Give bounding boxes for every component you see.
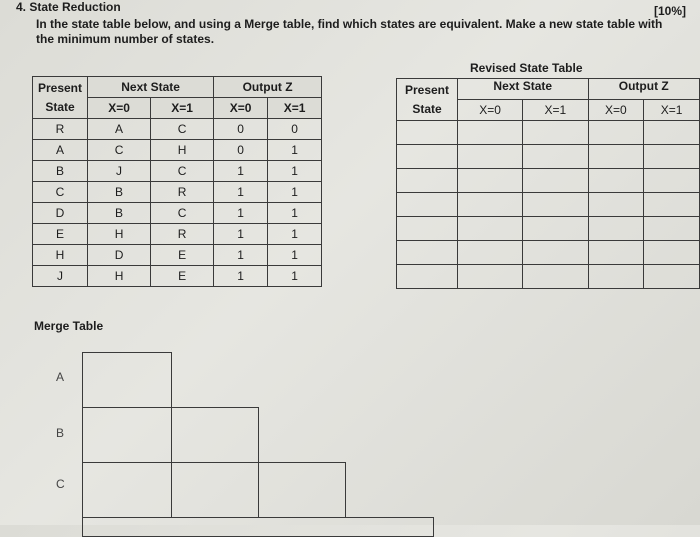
empty-cell[interactable] (523, 145, 588, 169)
cell-z0: 1 (214, 245, 268, 266)
ns-x0-header: X=0 (88, 98, 151, 119)
cell-z1: 1 (268, 266, 322, 287)
cell-ns0: J (88, 161, 151, 182)
cell-state: A (33, 140, 88, 161)
cell-z1: 1 (268, 161, 322, 182)
cell-z0: 0 (214, 119, 268, 140)
cell-z0: 1 (214, 266, 268, 287)
question-instructions: In the state table below, and using a Merge table, find which states are equivalent. Make a new state table with the minimum number of states. (36, 17, 663, 46)
cell-ns0: A (88, 119, 151, 140)
revised-next-state-header: Next State (458, 79, 589, 100)
cell-state: B (33, 161, 88, 182)
ns-x1-header: X=1 (151, 98, 214, 119)
cell-ns1: C (151, 161, 214, 182)
table-row (33, 140, 322, 161)
cell-z1: 0 (268, 119, 322, 140)
empty-cell[interactable] (397, 169, 458, 193)
empty-cell[interactable] (523, 169, 588, 193)
empty-cell[interactable] (644, 121, 700, 145)
cell-z1: 1 (268, 224, 322, 245)
table-row (33, 224, 322, 245)
cell-state: H (33, 245, 88, 266)
merge-cell[interactable] (82, 352, 172, 408)
empty-cell[interactable] (397, 241, 458, 265)
cell-ns0: B (88, 182, 151, 203)
empty-cell[interactable] (644, 193, 700, 217)
empty-cell[interactable] (397, 193, 458, 217)
cell-z0: 1 (214, 203, 268, 224)
merge-label-c: C (56, 477, 65, 491)
cell-z0: 1 (214, 224, 268, 245)
table-row (397, 241, 700, 265)
merge-cell[interactable] (258, 462, 346, 518)
merge-cell[interactable] (82, 517, 434, 537)
empty-cell[interactable] (397, 121, 458, 145)
table-row (33, 182, 322, 203)
cell-z1: 1 (268, 140, 322, 161)
output-header: Output Z (214, 77, 322, 98)
merge-table-title: Merge Table (34, 319, 104, 333)
present-state-header: Present State (33, 77, 88, 119)
cell-ns1: R (151, 182, 214, 203)
revised-ns-x1-header: X=1 (523, 100, 588, 121)
table-row (397, 169, 700, 193)
empty-cell[interactable] (523, 217, 588, 241)
empty-cell[interactable] (523, 193, 588, 217)
empty-cell[interactable] (458, 193, 523, 217)
question-points: [10%] (653, 4, 686, 18)
empty-cell[interactable] (588, 145, 644, 169)
merge-label-b: B (56, 426, 65, 440)
merge-cell[interactable] (82, 407, 172, 463)
cell-ns1: H (151, 140, 214, 161)
empty-cell[interactable] (458, 241, 523, 265)
cell-ns1: C (151, 119, 214, 140)
empty-cell[interactable] (644, 145, 700, 169)
table-row (397, 193, 700, 217)
cell-z1: 1 (268, 203, 322, 224)
cell-ns1: E (151, 245, 214, 266)
empty-cell[interactable] (644, 217, 700, 241)
revised-table-title: Revised State Table (470, 61, 583, 75)
merge-cell[interactable] (171, 407, 259, 463)
empty-cell[interactable] (588, 265, 644, 289)
empty-cell[interactable] (523, 241, 588, 265)
table-row (33, 266, 322, 287)
empty-cell[interactable] (588, 217, 644, 241)
revised-out-x0-header: X=0 (588, 100, 644, 121)
cell-z0: 1 (214, 161, 268, 182)
merge-cell[interactable] (171, 462, 259, 518)
cell-ns0: H (88, 266, 151, 287)
merge-label-a: A (56, 370, 65, 384)
cell-z0: 0 (214, 140, 268, 161)
empty-cell[interactable] (458, 169, 523, 193)
table-row (33, 203, 322, 224)
empty-cell[interactable] (644, 169, 700, 193)
cell-ns0: D (88, 245, 151, 266)
empty-cell[interactable] (588, 193, 644, 217)
empty-cell[interactable] (644, 241, 700, 265)
empty-cell[interactable] (397, 265, 458, 289)
empty-cell[interactable] (397, 217, 458, 241)
cell-state: C (33, 182, 88, 203)
cell-ns0: H (88, 224, 151, 245)
empty-cell[interactable] (458, 265, 523, 289)
revised-state-table (396, 78, 700, 289)
revised-ns-x0-header: X=0 (458, 100, 523, 121)
empty-cell[interactable] (523, 121, 588, 145)
revised-out-x1-header: X=1 (644, 100, 700, 121)
table-row (33, 119, 322, 140)
empty-cell[interactable] (458, 121, 523, 145)
next-state-header: Next State (88, 77, 214, 98)
empty-cell[interactable] (588, 241, 644, 265)
table-row (397, 265, 700, 289)
merge-cell[interactable] (82, 462, 172, 518)
empty-cell[interactable] (458, 145, 523, 169)
out-x1-header: X=1 (268, 98, 322, 119)
empty-cell[interactable] (397, 145, 458, 169)
state-table (32, 76, 322, 287)
table-row (397, 121, 700, 145)
empty-cell[interactable] (588, 121, 644, 145)
cell-ns0: C (88, 140, 151, 161)
table-row (33, 245, 322, 266)
cell-ns1: R (151, 224, 214, 245)
revised-present-state-header: Present State (397, 79, 458, 121)
table-row (33, 161, 322, 182)
cell-ns1: E (151, 266, 214, 287)
cell-state: R (33, 119, 88, 140)
cell-state: E (33, 224, 88, 245)
table-row (397, 145, 700, 169)
cell-ns1: C (151, 203, 214, 224)
revised-output-header: Output Z (588, 79, 700, 100)
question-title: 4. State Reduction (16, 0, 121, 14)
cell-z1: 1 (268, 245, 322, 266)
cell-state: D (33, 203, 88, 224)
empty-cell[interactable] (458, 217, 523, 241)
table-row (397, 217, 700, 241)
out-x0-header: X=0 (214, 98, 268, 119)
cell-ns0: B (88, 203, 151, 224)
empty-cell[interactable] (588, 169, 644, 193)
cell-state: J (33, 266, 88, 287)
empty-cell[interactable] (644, 265, 700, 289)
cell-z0: 1 (214, 182, 268, 203)
cell-z1: 1 (268, 182, 322, 203)
empty-cell[interactable] (523, 265, 588, 289)
